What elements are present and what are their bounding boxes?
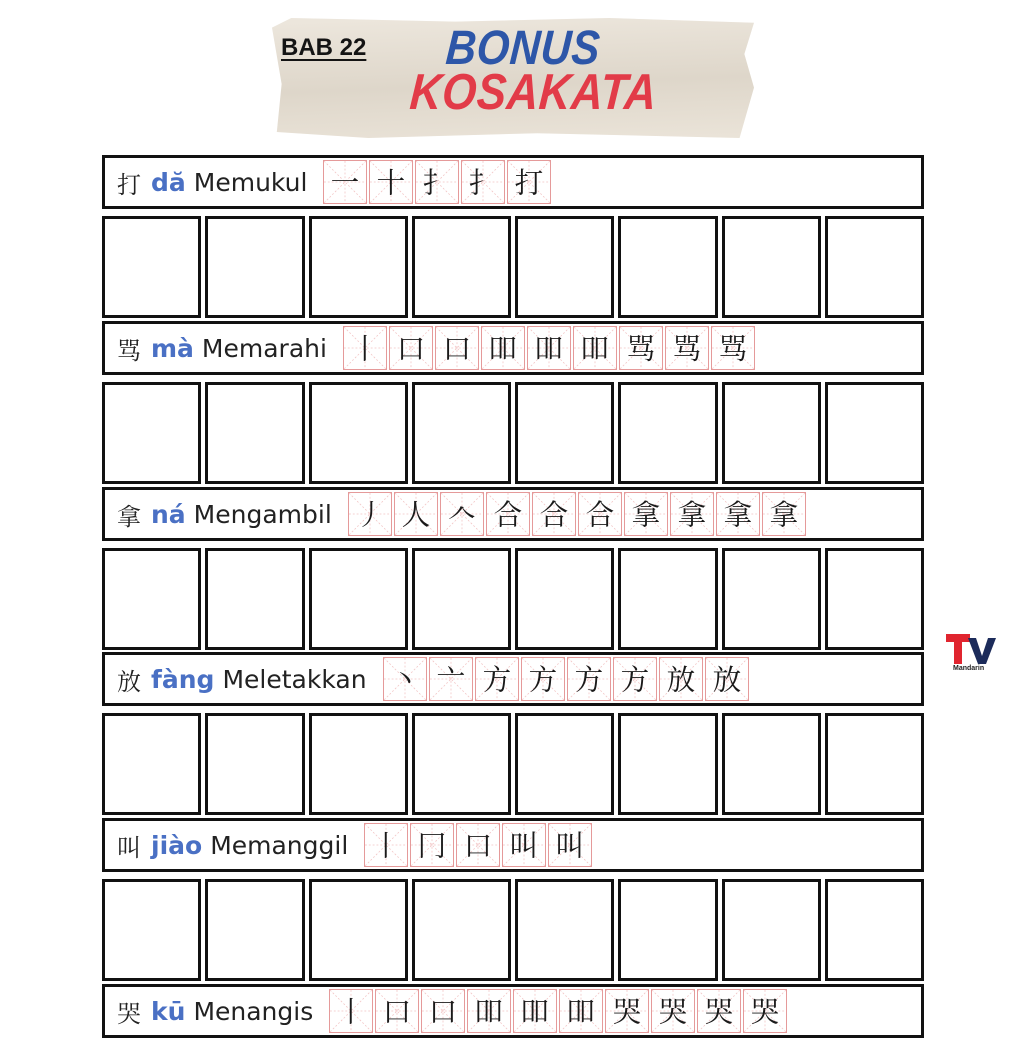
- stroke-step: [440, 492, 484, 536]
- stroke-glyph: 放: [712, 662, 741, 697]
- stroke-glyph: 吅: [534, 331, 564, 366]
- stroke-glyph: 方: [528, 662, 557, 697]
- stroke-glyph: 放: [666, 662, 695, 697]
- hanzi: 拿: [117, 502, 141, 531]
- practice-cell[interactable]: [412, 216, 511, 318]
- stroke-step: [762, 492, 806, 536]
- stroke-glyph: 哭: [658, 994, 688, 1029]
- stroke-step: [329, 989, 373, 1033]
- stroke-glyph: 哭: [612, 994, 642, 1029]
- stroke-glyph: 哭: [704, 994, 734, 1029]
- stroke-step: [421, 989, 465, 1033]
- stroke-glyph: 丨: [350, 331, 380, 366]
- stroke-glyph: 人: [401, 497, 431, 532]
- stroke-step: [348, 492, 392, 536]
- practice-cell[interactable]: [309, 548, 408, 650]
- stroke-step: [527, 326, 571, 370]
- practice-row: [102, 382, 924, 484]
- stroke-step: [456, 823, 500, 867]
- stroke-step: [578, 492, 622, 536]
- stroke-step: [705, 657, 749, 701]
- stroke-step: [383, 657, 427, 701]
- stroke-glyph: 口: [463, 828, 493, 863]
- meaning: Mengambil: [193, 499, 332, 529]
- pinyin: jiào: [151, 830, 203, 860]
- logo-mark-icon: [944, 632, 996, 666]
- practice-cell[interactable]: [205, 382, 304, 484]
- title-bonus: BONUS: [444, 20, 603, 75]
- chapter-label: BAB 22: [281, 34, 367, 61]
- stroke-glyph: 骂: [672, 331, 702, 366]
- stroke-step: [743, 989, 787, 1033]
- stroke-glyph: 叫: [509, 828, 539, 863]
- practice-cell[interactable]: [722, 713, 821, 815]
- stroke-glyph: 口: [428, 994, 458, 1029]
- stroke-order-sequence: [364, 823, 594, 867]
- vocab-label: [117, 828, 348, 863]
- pinyin: kū: [151, 996, 186, 1026]
- practice-cell[interactable]: [825, 713, 924, 815]
- practice-cell[interactable]: [205, 216, 304, 318]
- stroke-step: [394, 492, 438, 536]
- stroke-step: [475, 657, 519, 701]
- practice-cell[interactable]: [515, 879, 614, 981]
- stroke-glyph: 方: [482, 662, 511, 697]
- practice-cell[interactable]: [722, 216, 821, 318]
- stroke-step: [415, 160, 459, 204]
- stroke-order-sequence: [348, 492, 808, 536]
- meaning: Memanggil: [210, 830, 349, 860]
- stroke-order-sequence: [383, 657, 751, 701]
- practice-cell[interactable]: [515, 382, 614, 484]
- stroke-glyph: 合: [539, 497, 569, 532]
- stroke-glyph: 拿: [677, 497, 707, 532]
- stroke-glyph: 方: [574, 662, 603, 697]
- stroke-step: [624, 492, 668, 536]
- stroke-step: [613, 657, 657, 701]
- vocab-label: [117, 165, 307, 200]
- meaning: Meletakkan: [222, 664, 367, 694]
- stroke-glyph: 口: [382, 994, 412, 1029]
- hanzi: 叫: [117, 833, 141, 862]
- pinyin: dă: [151, 167, 186, 197]
- stroke-glyph: 吅: [488, 331, 518, 366]
- vocab-row: [102, 984, 924, 1038]
- stroke-glyph: 方: [620, 662, 649, 697]
- stroke-glyph: 口: [442, 331, 472, 366]
- stroke-glyph: 亠: [436, 662, 465, 697]
- stroke-glyph: 拿: [723, 497, 753, 532]
- stroke-glyph: 拿: [769, 497, 799, 532]
- stroke-step: [697, 989, 741, 1033]
- vocab-row: [102, 321, 924, 375]
- stroke-glyph: 十: [377, 165, 406, 200]
- stroke-step: [502, 823, 546, 867]
- pinyin: fàng: [151, 664, 215, 694]
- stroke-step: [389, 326, 433, 370]
- practice-cell[interactable]: [102, 713, 201, 815]
- meaning: Memarahi: [201, 333, 327, 363]
- stroke-glyph: 合: [585, 497, 615, 532]
- stroke-glyph: 吅: [566, 994, 596, 1029]
- vocab-label: [117, 497, 332, 532]
- stroke-glyph: 叫: [555, 828, 585, 863]
- practice-cell[interactable]: [412, 382, 511, 484]
- practice-cell[interactable]: [102, 382, 201, 484]
- practice-cell[interactable]: [618, 216, 717, 318]
- stroke-glyph: 一: [331, 165, 360, 200]
- stroke-step: [369, 160, 413, 204]
- practice-cell[interactable]: [722, 879, 821, 981]
- practice-cell[interactable]: [515, 548, 614, 650]
- stroke-step: [659, 657, 703, 701]
- practice-cell[interactable]: [825, 382, 924, 484]
- stroke-step: [323, 160, 367, 204]
- stroke-glyph: 丨: [336, 994, 366, 1029]
- stroke-step: [461, 160, 505, 204]
- stroke-glyph: 拿: [631, 497, 661, 532]
- stroke-order-sequence: [343, 326, 757, 370]
- stroke-glyph: 吅: [580, 331, 610, 366]
- stroke-glyph: 骂: [718, 331, 748, 366]
- stroke-glyph: 丿: [355, 497, 385, 532]
- practice-cell[interactable]: [309, 216, 408, 318]
- practice-row: [102, 548, 924, 650]
- practice-cell[interactable]: [102, 879, 201, 981]
- practice-cell[interactable]: [825, 879, 924, 981]
- stroke-step: [559, 989, 603, 1033]
- vocab-label: [117, 331, 327, 366]
- stroke-step: [532, 492, 576, 536]
- stroke-step: [548, 823, 592, 867]
- stroke-glyph: 冂: [417, 828, 447, 863]
- vocab-row: [102, 487, 924, 541]
- practice-cell[interactable]: [412, 713, 511, 815]
- stroke-glyph: 吅: [474, 994, 504, 1029]
- practice-cell[interactable]: [309, 382, 408, 484]
- stroke-step: [670, 492, 714, 536]
- vocab-label: [117, 662, 367, 697]
- practice-cell[interactable]: [309, 713, 408, 815]
- stroke-step: [665, 326, 709, 370]
- stroke-step: [467, 989, 511, 1033]
- stroke-step: [481, 326, 525, 370]
- pinyin: ná: [151, 499, 186, 529]
- practice-cell[interactable]: [618, 382, 717, 484]
- stroke-step: [486, 492, 530, 536]
- stroke-step: [343, 326, 387, 370]
- stroke-step: [619, 326, 663, 370]
- practice-cell[interactable]: [722, 548, 821, 650]
- practice-cell[interactable]: [412, 879, 511, 981]
- practice-cell[interactable]: [205, 548, 304, 650]
- practice-cell[interactable]: [309, 879, 408, 981]
- hanzi: 打: [117, 170, 141, 199]
- stroke-step: [521, 657, 565, 701]
- hanzi: 骂: [117, 336, 141, 365]
- stroke-step: [435, 326, 479, 370]
- practice-cell[interactable]: [618, 713, 717, 815]
- stroke-step: [567, 657, 611, 701]
- logo-subtitle: Mandarin: [953, 665, 985, 672]
- stroke-step: [410, 823, 454, 867]
- stroke-order-sequence: [323, 160, 553, 204]
- stroke-step: [711, 326, 755, 370]
- stroke-step: [716, 492, 760, 536]
- hanzi: 哭: [117, 999, 141, 1028]
- stroke-glyph: 吅: [520, 994, 550, 1029]
- stroke-step: [364, 823, 408, 867]
- practice-cell[interactable]: [825, 216, 924, 318]
- stroke-step: [375, 989, 419, 1033]
- stroke-step: [513, 989, 557, 1033]
- vocab-row: [102, 652, 924, 706]
- practice-cell[interactable]: [102, 548, 201, 650]
- vocab-label: [117, 994, 313, 1029]
- hanzi: 放: [117, 667, 141, 696]
- title-kosakata: KOSAKATA: [408, 64, 659, 121]
- stroke-step: [573, 326, 617, 370]
- practice-cell[interactable]: [102, 216, 201, 318]
- meaning: Menangis: [193, 996, 314, 1026]
- practice-cell[interactable]: [618, 548, 717, 650]
- stroke-glyph: 打: [515, 165, 544, 200]
- practice-row: [102, 216, 924, 318]
- stroke-glyph: 哭: [750, 994, 780, 1029]
- stroke-step: [429, 657, 473, 701]
- stroke-step: [605, 989, 649, 1033]
- tv-mandarin-logo: [944, 632, 996, 678]
- meaning: Memukul: [193, 167, 308, 197]
- stroke-glyph: 丨: [371, 828, 401, 863]
- practice-cell[interactable]: [205, 713, 304, 815]
- stroke-step: [507, 160, 551, 204]
- stroke-step: [651, 989, 695, 1033]
- practice-cell[interactable]: [205, 879, 304, 981]
- practice-cell[interactable]: [722, 382, 821, 484]
- stroke-glyph: 扌: [469, 165, 498, 200]
- vocab-row: [102, 155, 924, 209]
- practice-cell[interactable]: [825, 548, 924, 650]
- practice-cell[interactable]: [515, 713, 614, 815]
- stroke-glyph: 丶: [390, 662, 419, 697]
- stroke-glyph: 扌: [423, 165, 452, 200]
- practice-row: [102, 879, 924, 981]
- stroke-glyph: 合: [493, 497, 523, 532]
- practice-cell[interactable]: [618, 879, 717, 981]
- practice-cell[interactable]: [515, 216, 614, 318]
- vocab-row: [102, 818, 924, 872]
- stroke-glyph: 骂: [626, 331, 656, 366]
- practice-row: [102, 713, 924, 815]
- stroke-glyph: 𠆢: [447, 497, 477, 532]
- stroke-order-sequence: [329, 989, 789, 1033]
- practice-cell[interactable]: [412, 548, 511, 650]
- pinyin: mà: [151, 333, 194, 363]
- stroke-glyph: 口: [396, 331, 426, 366]
